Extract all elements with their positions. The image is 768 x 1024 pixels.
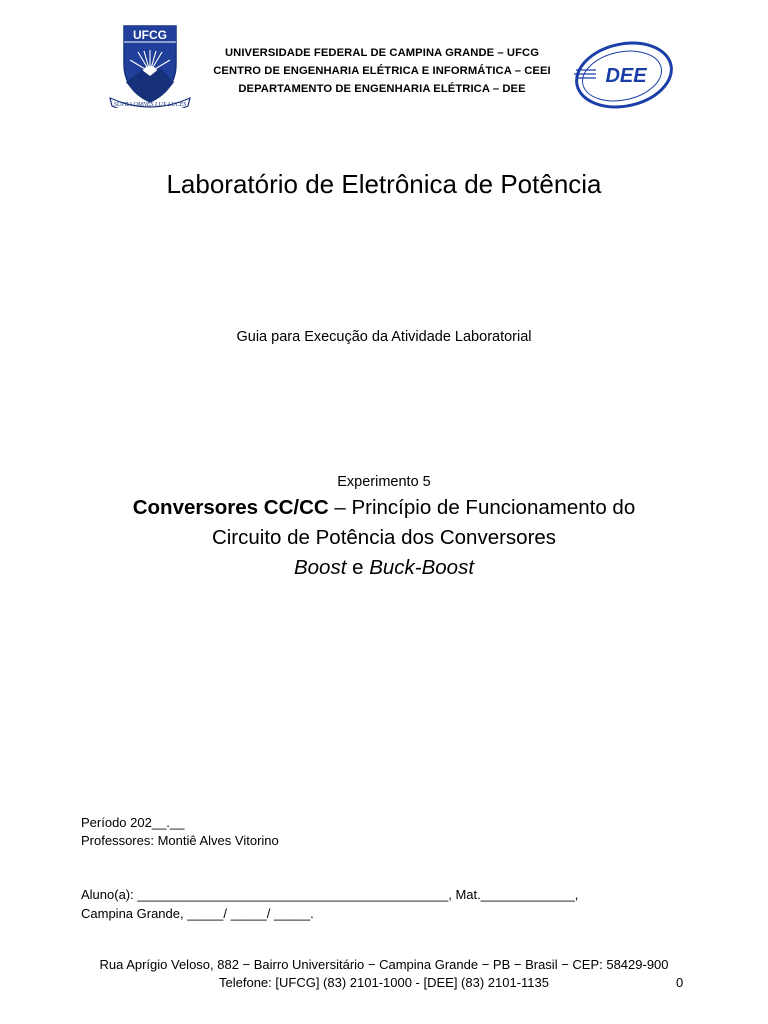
document-title: Laboratório de Eletrônica de Potência [166,169,602,199]
header-department: DEPARTAMENTO DE ENGENHARIA ELÉTRICA – DEE [238,83,526,95]
date-line: Campina Grande, _____/ _____/ _____. [81,906,314,921]
student-name-line: Aluno(a): ___________________________________________, Mat._____________, [81,887,579,902]
headline-rest: – Princípio de Funcionamento do [328,496,636,519]
headline-boost: Boost [293,556,347,579]
experiment-headline [80,493,688,583]
ufcg-logo [106,24,194,108]
ufcg-logo-text: UFCG [133,28,167,42]
headline-line-1 [80,493,688,523]
professors-line: Professores: Montiê Alves Vitorino [81,833,279,848]
institution-header [200,44,564,98]
headline-line-2: Circuito de Potência dos Conversores [211,526,557,549]
header-university: UNIVERSIDADE FEDERAL DE CAMPINA GRANDE – UFCG [224,47,540,59]
period-line: Período 202__.__ [81,815,185,830]
student-info [81,885,578,923]
headline-conj: e [346,556,370,579]
headline-bold: Conversores CC/CC [132,496,329,519]
experiment-number: Experimento 5 [337,474,431,490]
ufcg-motto: SUPRA OMNES LUX LUCES [113,102,187,108]
dee-logo [568,40,676,110]
headline-line-3 [80,553,688,583]
footer-phone: Telefone: [UFCG] (83) 2101-1000 - [DEE] (83) 2101-1135 [219,975,549,990]
header-center: CENTRO DE ENGENHARIA ELÉTRICA E INFORMÁTICA – CEEI [213,65,551,77]
headline-buck-boost: Buck-Boost [369,556,475,579]
course-info [81,814,279,850]
document-subtitle: Guia para Execução da Atividade Laboratorial [236,329,532,345]
dee-logo-text: DEE [605,65,647,87]
page-footer [0,956,768,992]
footer-address: Rua Aprígio Veloso, 882 − Bairro Universitário − Campina Grande − PB − Brasil − CEP: 58429-900 [99,957,669,972]
page-number: 0 [676,975,684,990]
